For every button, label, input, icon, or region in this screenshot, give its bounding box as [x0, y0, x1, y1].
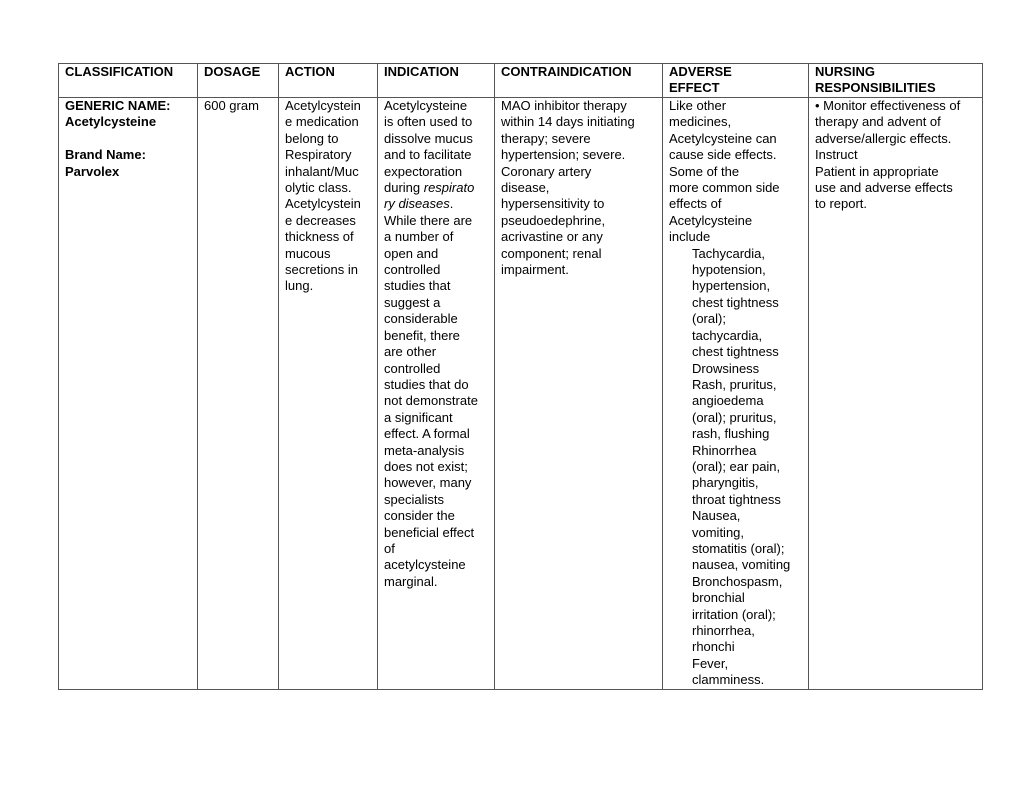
header-contraindication: CONTRAINDICATION: [495, 64, 663, 98]
cell-indication: [378, 98, 495, 690]
cell-nursing-responsibilities: • Monitor effectiveness of therapy and advent of adverse/allergic effects. Instruct Patient in appropriate use and adverse effects to report.: [809, 98, 983, 690]
brand-name-label: Brand Name:: [65, 147, 146, 163]
cell-action: Acetylcystein e medication belong to Respiratory inhalant/Muc olytic class. Acetylcystein e decreases thickness of mucous secretions in lung.: [279, 98, 378, 690]
indication-emphasis: respirato ry diseases: [384, 180, 475, 212]
indication-text-after: . While there are a number of open and controlled studies that suggest a considerable benefit, there are other controlled studies that do not demonstrate a significant effect. A formal meta-analysis does not exist; however, many specialists consider the beneficial effect of acetylcysteine marginal.: [384, 196, 478, 589]
table-row: [59, 98, 983, 690]
header-classification: CLASSIFICATION: [59, 64, 198, 98]
header-dosage: DOSAGE: [198, 64, 279, 98]
adverse-effect-intro: Like other medicines, Acetylcysteine can cause side effects. Some of the more common side effects of Acetylcysteine include: [669, 98, 780, 245]
adverse-effect-list: Tachycardia, hypotension, hypertension, chest tightness (oral); tachycardia, chest tightness Drowsiness Rash, pruritus, angioedema (oral); pruritus, rash, flushing Rhinorrhea (oral); ear pain, pharyngitis, throat tightness Nausea, vomiting, stomatitis (oral); nausea, vomiting Bronchospasm, bronchial irritation (oral); rhinorrhea, rhonchi Fever, clamminess.: [692, 245, 791, 688]
cell-adverse-effect: [663, 98, 809, 690]
drug-study-table: [58, 63, 983, 690]
header-nursing-responsibilities: NURSING RESPONSIBILITIES: [809, 64, 983, 98]
generic-name-value: Acetylcysteine: [65, 114, 157, 130]
brand-name-value: Parvolex: [65, 163, 120, 179]
header-row: [59, 64, 983, 98]
cell-classification: [59, 98, 198, 690]
cell-dosage: 600 gram: [198, 98, 279, 690]
cell-contraindication: MAO inhibitor therapy within 14 days initiating therapy; severe hypertension; severe. Coronary artery disease, hypersensitivity to pseudoedephrine, acrivastine or any component; renal impairment.: [495, 98, 663, 690]
header-action: ACTION: [279, 64, 378, 98]
generic-name-label: GENERIC NAME:: [65, 98, 171, 113]
indication-text-before: Acetylcysteine is often used to dissolve mucus and to facilitate expectoration during: [384, 98, 473, 196]
header-indication: INDICATION: [378, 64, 495, 98]
header-adverse-effect: ADVERSE EFFECT: [663, 64, 809, 98]
